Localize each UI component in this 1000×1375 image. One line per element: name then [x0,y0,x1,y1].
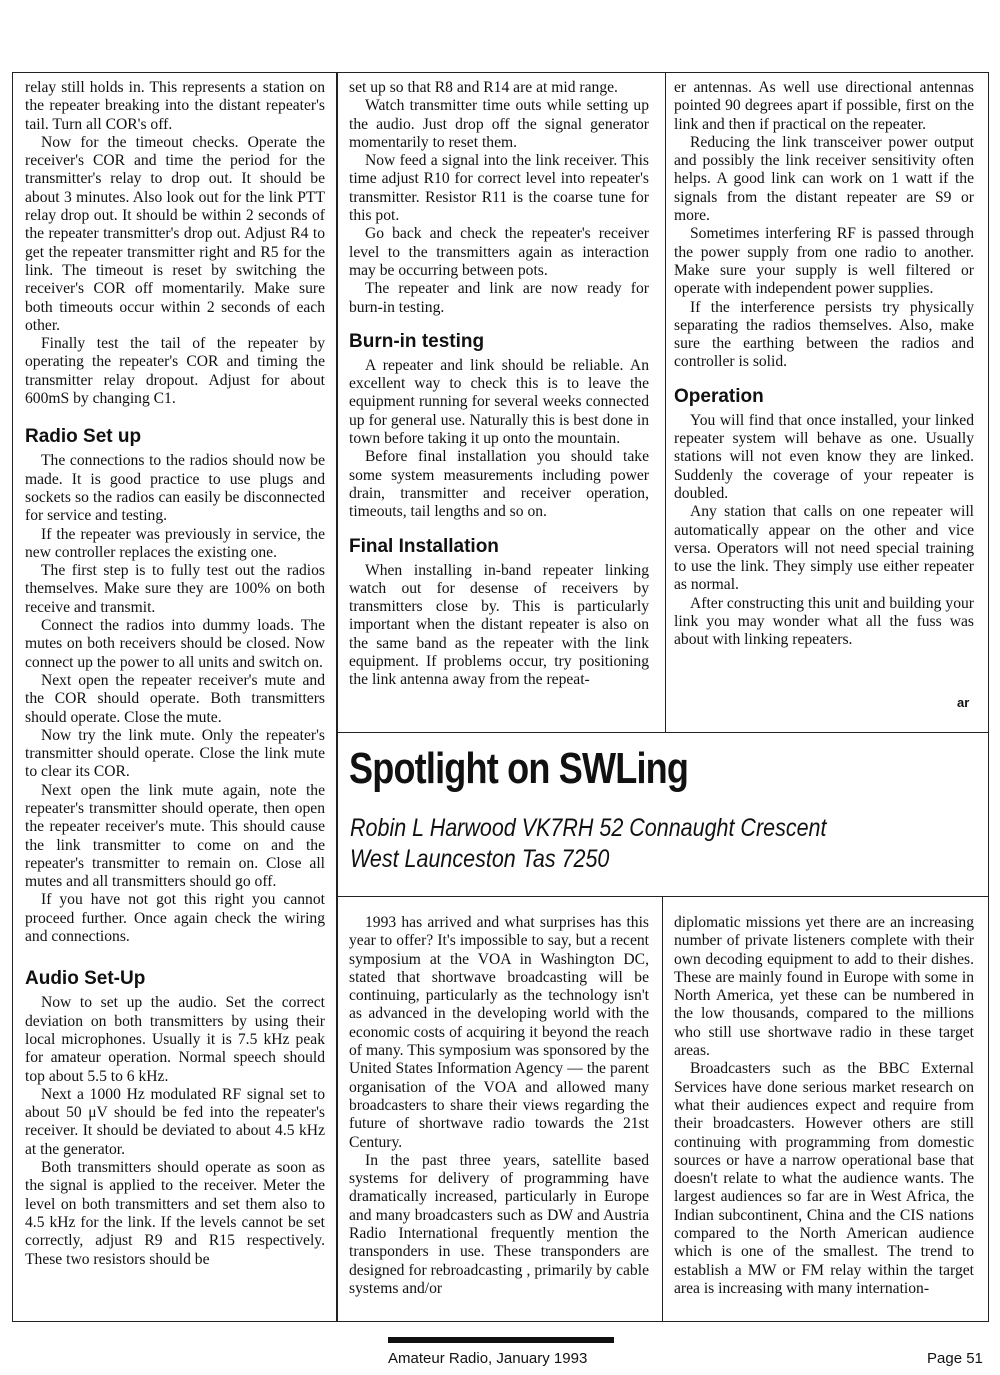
paragraph: er antennas. As well use directional antennas pointed 90 degrees apart if possible, first on the link and then if practical on the repeater. [674,79,974,133]
paragraph: If the interference persists try physically separating the radios themselves. Also, make sure the earthing between the radios and controller is solid. [674,298,974,371]
paragraph: Next open the repeater receiver's mute and the COR should operate. Both transmitters should operate. Close the mute. [25,671,325,726]
paragraph: diplomatic missions yet there are an increasing number of private listeners complete with their own decoding equipment to add to their dishes. These are mainly found in Europe with some in North America, yet these can be numbered in the low thousands, compared to the millions who still use shortwave radio in these target areas. [674,914,974,1060]
paragraph: Before final installation you should take some system measurements including power drain, transmitter and receiver operation, timeouts, tail lengths and so on. [349,448,649,521]
paragraph: If you have not got this right you cannot proceed further. Once again check the wiring and connections. [25,891,325,946]
footer-page-number: Page 51 [927,1350,983,1367]
paragraph: Watch transmitter time outs while setting up the audio. Just drop off the signal generator momentarily to reset them. [349,97,649,151]
article-end-signature: ar [957,695,970,710]
article-column-3 [674,79,974,709]
author-byline-line1: Robin L Harwood VK7RH 52 Connaught Crescent [350,814,827,842]
paragraph: Connect the radios into dummy loads. The mutes on both receivers should be closed. Now connect up the power to all units and switch on. [25,617,325,671]
paragraph: Now try the link mute. Only the repeater's transmitter should operate. Close the link mute to clear its COR. [25,726,325,781]
paragraph: Next a 1000 Hz modulated RF signal set to about 50 μV should be fed into the repeater's receiver. It should be deviated to about 4.5 kHz at the generator. [25,1085,325,1158]
section-heading-final-installation: Final Installation [349,535,499,557]
paragraph: Next open the link mute again, note the repeater's transmitter should operate, then open the repeater receiver's mute. This should cause the link transmitter to come on and the repeater's transmitter to remain on. Close all mutes and all transmitters should go off. [25,781,325,891]
paragraph: The first step is to fully test out the radios themselves. Make sure they are 100% on both receive and transmit. [25,562,325,616]
paragraph: Finally test the tail of the repeater by operating the repeater's COR and timing the transmitter relay dropout. Adjust for about 600mS by changing C1. [25,335,325,408]
column-divider-top [665,72,666,732]
section-heading-burn-in: Burn-in testing [349,330,485,352]
author-byline-line2: West Launceston Tas 7250 [350,845,610,873]
column-divider-bottom [662,896,663,1322]
section-heading-operation: Operation [674,385,764,407]
paragraph: You will find that once installed, your linked repeater system will behave as one. Usually stations will not even know they are linked. Suddenly the coverage of your repeater is doubled. [674,411,974,502]
section-heading-radio-setup: Radio Set up [25,426,142,448]
spotlight-top-rule [337,732,989,733]
article-column-2 [349,79,649,729]
paragraph: relay still holds in. This represents a station on the repeater breaking into the distant repeater's tail. Turn all COR's off. [25,79,325,133]
paragraph: Now for the timeout checks. Operate the receiver's COR and time the period for the transmitter's relay to drop out. It should be about 3 minutes. Also look out for the link PTT relay drop out. It should be within 2 seconds of the repeater transmitter's drop out. Adjust R4 to get the repeater transmitter right and R5 for the link. The timeout is reset by switching the receiver's COR off momentarily. Make sure both timeouts occur within 2 seconds of each other. [25,133,325,334]
spotlight-title: Spotlight on SWLing [349,744,689,793]
paragraph: The repeater and link are now ready for burn-in testing. [349,280,649,316]
paragraph: Go back and check the repeater's receiver level to the transmitters again as interaction may be occurring between pots. [349,225,649,279]
paragraph: If the repeater was previously in service, the new controller replaces the existing one. [25,525,325,561]
footer-publication: Amateur Radio, January 1993 [388,1350,588,1367]
paragraph: Sometimes interfering RF is passed through the power supply from one radio to another. Make sure your supply is well filtered or operate with independent power supplies. [674,225,974,298]
paragraph: Now to set up the audio. Set the correct deviation on both transmitters by using their local microphones. Usually it is 7.5 kHz peak for amateur operation. Normal speech should top about 5.5 to 6 kHz. [25,994,325,1085]
paragraph: Reducing the link transceiver power output and possibly the link receiver sensitivity often helps. A good link can work on 1 watt if the signals from the distant repeater are S9 or more. [674,133,974,225]
spotlight-column-a [349,914,649,1319]
paragraph: The connections to the radios should now be made. It is good practice to use plugs and sockets so the radios can easily be disconnected for service and testing. [25,452,325,525]
section-heading-audio-setup: Audio Set-Up [25,968,146,990]
paragraph: Any station that calls on one repeater will automatically appear on the other and vice versa. Operators will not need special training to use the link. They simply use either repeater as normal. [674,503,974,594]
article-column-1 [25,79,325,1319]
paragraph: 1993 has arrived and what surprises has this year to offer? It's impossible to say, but a recent symposium at the VOA in Washington DC, stated that shortwave broadcasting will be continuing, particularly as the technology isn't as advanced in the developing world with the economic costs of acquiring it beyond the reach of many. This symposium was sponsored by the United States Information Agency — the parent organisation of the VOA and allowed many broadcasters to share their views regarding the future of shortwave radio towards the 21st Century. [349,914,649,1151]
footer-bar [388,1337,614,1343]
paragraph: A repeater and link should be reliable. An excellent way to check this is to leave the equipment running for several weeks connected up for general use. Naturally this is best done in town before taking it up onto the mountain. [349,356,649,448]
paragraph: Both transmitters should operate as soon as the signal is applied to the receiver. Meter the level on both transmitters and set them also to 4.5 kHz for the link. If the levels cannot be set correctly, adjust R9 and R15 respectively. These two resistors should be [25,1159,325,1268]
paragraph: When installing in-band repeater linking watch out for desense of receivers by transmitters close by. This is particularly important when the distant repeater is also on the same band as the repeater with the link equipment. If problems occur, try positioning the link antenna away from the repeat- [349,561,649,689]
paragraph: Broadcasters such as the BBC External Services have done serious market research on what their audiences expect and require from their broadcasters. However others are still continuing with programming from domestic sources or have a narrow operational base that doesn't relate to what the audience wants. The largest audiences so far are in West Africa, the Indian subcontinent, China and the CIS nations compared to the North American audience which is one of the smallest. The trend to establish a MW or FM relay within the target area is increasing with many internation- [674,1060,974,1297]
spotlight-column-b [674,914,974,1319]
spotlight-bottom-rule [337,896,989,897]
paragraph: set up so that R8 and R14 are at mid range. [349,79,618,96]
paragraph: Now feed a signal into the link receiver. This time adjust R10 for correct level into repeater's transmitter. Resistor R11 is the coarse tune for this pot. [349,152,649,225]
paragraph: In the past three years, satellite based systems for delivery of programming have dramatically increased, particularly in Europe and many broadcasters such as DW and Austria Radio International frequently mention the transponders in use. These transponders are designed for rebroadcasting , primarily by cable systems and/or [349,1151,649,1297]
paragraph: After constructing this unit and building your link you may wonder what all the fuss was about with linking repeaters. [674,594,974,649]
